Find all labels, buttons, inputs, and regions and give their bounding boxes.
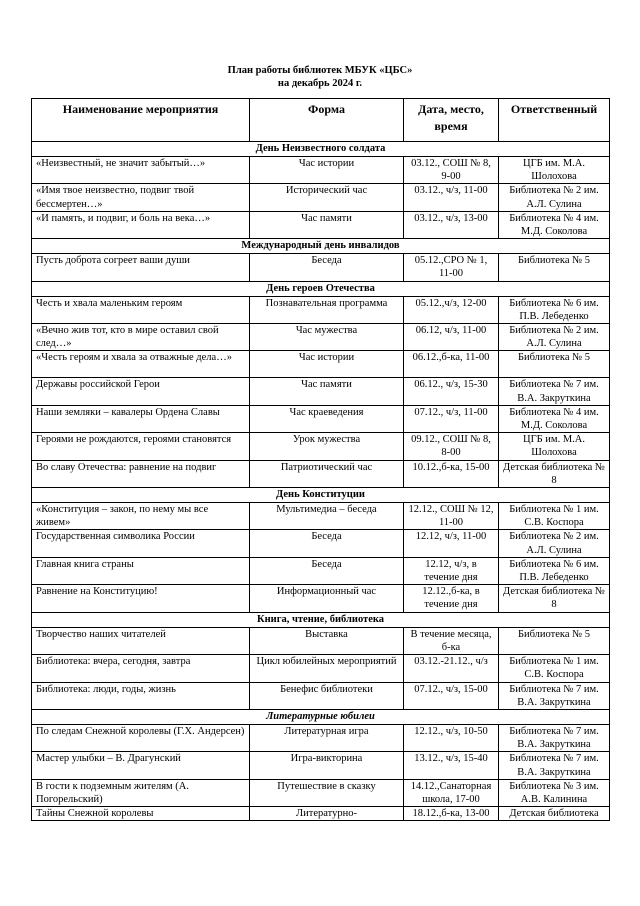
table-row [32, 157, 610, 184]
section-title: День героев Отечества [32, 281, 610, 296]
section-row [32, 488, 610, 503]
event-date: 14.12.,Санаторная школа, 17-00 [404, 779, 499, 806]
event-responsible: Библиотека № 2 им. А.Л. Сулина [499, 324, 610, 351]
event-date: 03.12., ч/з, 13-00 [404, 211, 499, 238]
event-responsible: Библиотека № 7 им. В.А. Закруткина [499, 682, 610, 709]
column-header-name: Наименование мероприятия [32, 99, 250, 142]
event-name: «Неизвестный, не значит забытый…» [32, 157, 250, 184]
event-responsible: Детская библиотека № 8 [499, 460, 610, 487]
event-name: «Конституция – закон, по нему мы все живем» [32, 503, 250, 530]
table-row [32, 211, 610, 238]
table-row [32, 779, 610, 806]
event-name: Мастер улыбки – В. Драгунский [32, 752, 250, 779]
column-header-responsible: Ответственный [499, 99, 610, 142]
event-name: Во славу Отечества: равнение на подвиг [32, 460, 250, 487]
column-header-form: Форма [250, 99, 404, 142]
event-date: 12.12.,б-ка, в течение дня [404, 585, 499, 612]
event-form: Час памяти [250, 378, 404, 405]
event-responsible: ЦГБ им. М.А. Шолохова [499, 433, 610, 460]
event-name: Наши земляки – кавалеры Ордена Славы [32, 405, 250, 432]
event-name: Государственная символика России [32, 530, 250, 557]
event-date: 13.12., ч/з, 15-40 [404, 752, 499, 779]
table-row [32, 378, 610, 405]
event-date: 07.12., ч/з, 15-00 [404, 682, 499, 709]
event-responsible: Библиотека № 6 им. П.В. Лебеденко [499, 296, 610, 323]
event-date: 06.12, ч/з, 11-00 [404, 324, 499, 351]
event-date: 03.12.-21.12., ч/з [404, 655, 499, 682]
event-date: 10.12.,б-ка, 15-00 [404, 460, 499, 487]
event-date: 06.12.,б-ка, 11-00 [404, 351, 499, 378]
event-name: Державы российской Герои [32, 378, 250, 405]
table-row [32, 296, 610, 323]
event-form: Беседа [250, 557, 404, 584]
event-form: Выставка [250, 627, 404, 654]
event-name: Главная книга страны [32, 557, 250, 584]
event-form: Литературная игра [250, 724, 404, 751]
table-row [32, 655, 610, 682]
column-header-date: Дата, место, время [404, 99, 499, 142]
event-responsible: Библиотека № 6 им. П.В. Лебеденко [499, 557, 610, 584]
event-form: Беседа [250, 530, 404, 557]
event-responsible: Библиотека № 3 им. А.В. Калинина [499, 779, 610, 806]
event-name: Пусть доброта согреет ваши души [32, 254, 250, 281]
event-form: Информационный час [250, 585, 404, 612]
table-row [32, 405, 610, 432]
event-responsible: Библиотека № 2 им. А.Л. Сулина [499, 530, 610, 557]
table-row [32, 184, 610, 211]
event-date: 05.12.,СРО № 1, 11-00 [404, 254, 499, 281]
event-date: 12.12, ч/з, 11-00 [404, 530, 499, 557]
event-responsible: Детская библиотека [499, 807, 610, 821]
event-date: 05.12.,ч/з, 12-00 [404, 296, 499, 323]
section-title: Международный день инвалидов [32, 239, 610, 254]
section-title: Книга, чтение, библиотека [32, 612, 610, 627]
event-name: «И память, и подвиг, и боль на века…» [32, 211, 250, 238]
event-name: Честь и хвала маленьким героям [32, 296, 250, 323]
event-form: Путешествие в сказку [250, 779, 404, 806]
events-table [31, 98, 610, 821]
table-row [32, 503, 610, 530]
event-date: 03.12., ч/з, 11-00 [404, 184, 499, 211]
section-title: День Конституции [32, 488, 610, 503]
table-row [32, 752, 610, 779]
event-date: 12.12., СОШ № 12, 11-00 [404, 503, 499, 530]
event-responsible: Библиотека № 1 им. С.В. Коспора [499, 655, 610, 682]
section-row [32, 612, 610, 627]
event-responsible: Библиотека № 1 им. С.В. Коспора [499, 503, 610, 530]
header-row [32, 99, 610, 142]
event-form: Цикл юбилейных мероприятий [250, 655, 404, 682]
event-date: 12.12., ч/з, 10-50 [404, 724, 499, 751]
table-row [32, 557, 610, 584]
event-date: В течение месяца, б-ка [404, 627, 499, 654]
event-form: Час истории [250, 351, 404, 378]
event-form: Час памяти [250, 211, 404, 238]
event-form: Патриотический час [250, 460, 404, 487]
title-line-1: План работы библиотек МБУК «ЦБС» [227, 65, 413, 76]
event-responsible: Детская библиотека № 8 [499, 585, 610, 612]
table-row [32, 324, 610, 351]
event-date: 03.12., СОШ № 8, 9-00 [404, 157, 499, 184]
event-form: Игра-викторина [250, 752, 404, 779]
event-form: Час мужества [250, 324, 404, 351]
event-form: Исторический час [250, 184, 404, 211]
section-row [32, 709, 610, 724]
event-name: «Вечно жив тот, кто в мире оставил свой след…» [32, 324, 250, 351]
event-form: Урок мужества [250, 433, 404, 460]
section-row [32, 239, 610, 254]
event-form: Беседа [250, 254, 404, 281]
event-form: Литературно- [250, 807, 404, 821]
section-title: Литературные юбилеи [32, 709, 610, 724]
event-responsible: Библиотека № 4 им. М.Д. Соколова [499, 211, 610, 238]
event-form: Познавательная программа [250, 296, 404, 323]
event-responsible: ЦГБ им. М.А. Шолохова [499, 157, 610, 184]
document-title [0, 64, 640, 90]
event-date: 07.12., ч/з, 11-00 [404, 405, 499, 432]
section-row [32, 142, 610, 157]
event-date: 06.12., ч/з, 15-30 [404, 378, 499, 405]
event-responsible: Библиотека № 2 им. А.Л. Сулина [499, 184, 610, 211]
event-name: По следам Снежной королевы (Г.Х. Андерсен) [32, 724, 250, 751]
event-responsible: Библиотека № 5 [499, 351, 610, 378]
event-name: Библиотека: люди, годы, жизнь [32, 682, 250, 709]
table-row [32, 460, 610, 487]
title-line-2: на декабрь 2024 г. [277, 78, 363, 89]
event-responsible: Библиотека № 4 им. М.Д. Соколова [499, 405, 610, 432]
table-row [32, 351, 610, 378]
event-name: Творчество наших читателей [32, 627, 250, 654]
table-row [32, 254, 610, 281]
table-row [32, 585, 610, 612]
event-responsible: Библиотека № 7 им. В.А. Закруткина [499, 724, 610, 751]
table-row [32, 724, 610, 751]
event-name: «Имя твое неизвестно, подвиг твой бессмертен…» [32, 184, 250, 211]
event-name: «Честь героям и хвала за отважные дела…» [32, 351, 250, 378]
table-row [32, 682, 610, 709]
table-row [32, 433, 610, 460]
table-row [32, 807, 610, 821]
event-name: В гости к подземным жителям (А. Погорельский) [32, 779, 250, 806]
event-name: Равнение на Конституцию! [32, 585, 250, 612]
table-row [32, 530, 610, 557]
event-responsible: Библиотека № 7 им. В.А. Закруткина [499, 752, 610, 779]
event-form: Бенефис библиотеки [250, 682, 404, 709]
table-row [32, 627, 610, 654]
event-responsible: Библиотека № 5 [499, 627, 610, 654]
event-name: Тайны Снежной королевы [32, 807, 250, 821]
section-title: День Неизвестного солдата [32, 142, 610, 157]
event-responsible: Библиотека № 7 им. В.А. Закруткина [499, 378, 610, 405]
event-name: Героями не рождаются, героями становятся [32, 433, 250, 460]
event-date: 18.12.,б-ка, 13-00 [404, 807, 499, 821]
event-form: Мультимедиа – беседа [250, 503, 404, 530]
event-date: 09.12., СОШ № 8, 8-00 [404, 433, 499, 460]
section-row [32, 281, 610, 296]
event-date: 12.12, ч/з, в течение дня [404, 557, 499, 584]
event-responsible: Библиотека № 5 [499, 254, 610, 281]
event-name: Библиотека: вчера, сегодня, завтра [32, 655, 250, 682]
event-form: Час краеведения [250, 405, 404, 432]
event-form: Час истории [250, 157, 404, 184]
